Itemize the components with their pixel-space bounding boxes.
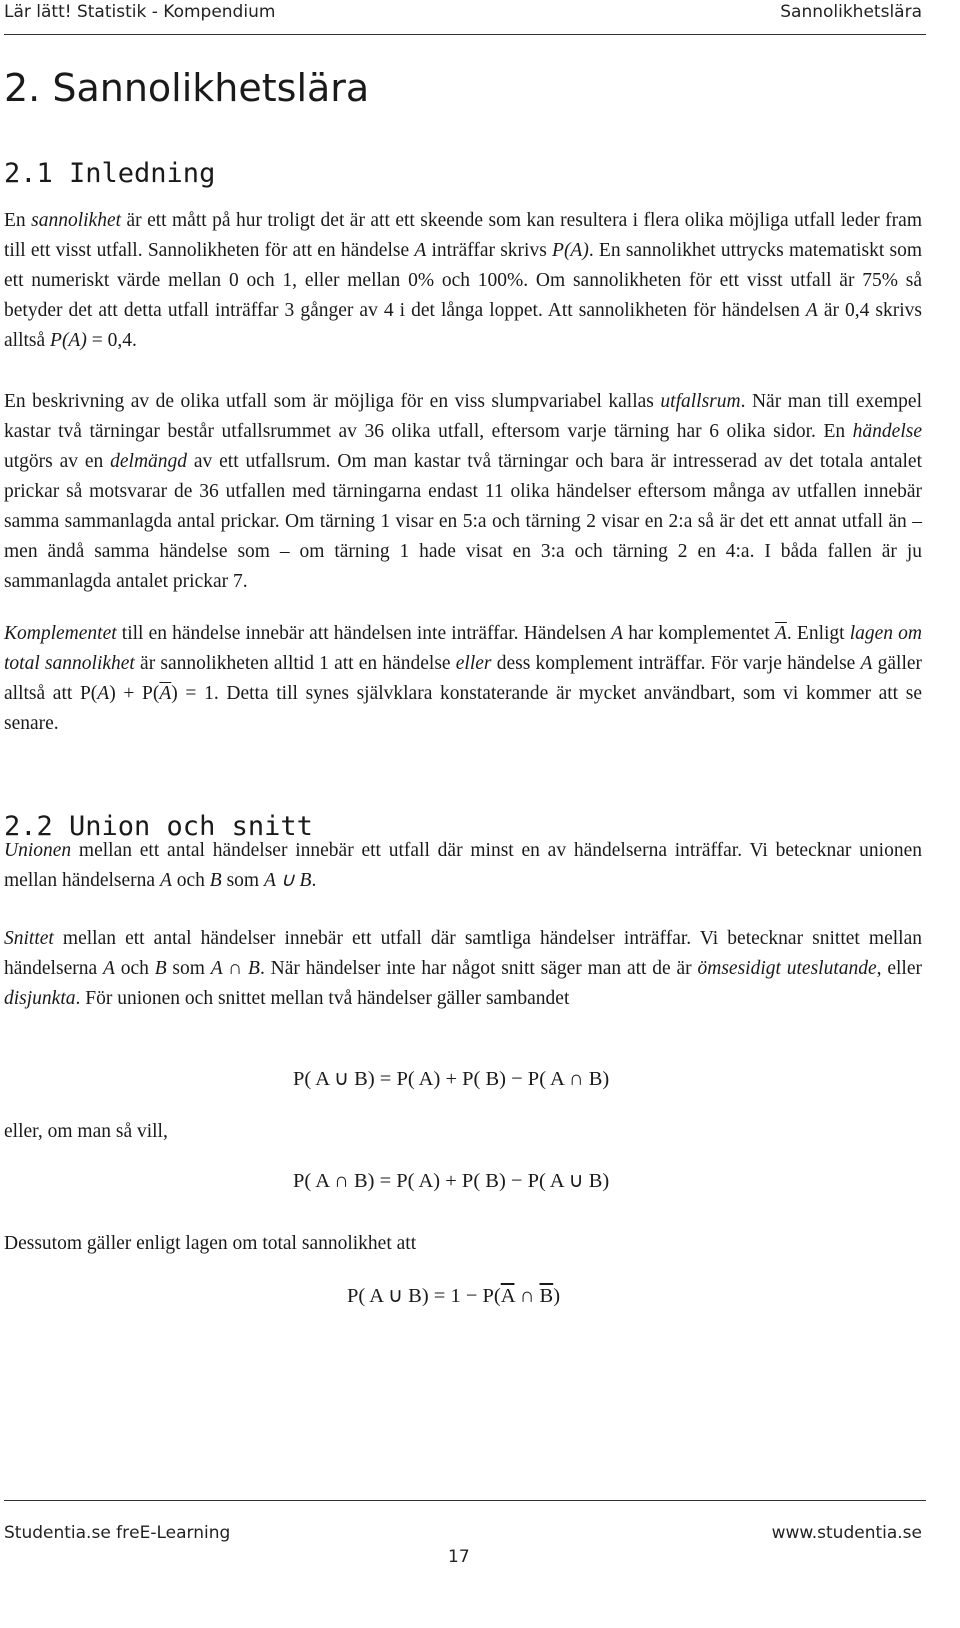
formula-union-rule: P( A ∪ B) = P( A) + P( B) − P( A ∩ B) [293, 1068, 610, 1090]
inline-formula-intersection: A ∩ B [210, 958, 260, 979]
paragraph-eller: eller, om man så vill, [4, 1121, 168, 1142]
header-divider [4, 34, 926, 35]
section-title-inledning: 2.1 Inledning [4, 158, 216, 189]
header-chapter-name: Sannolikhetslära [780, 2, 922, 22]
running-header [4, 2, 922, 28]
page-number: 17 [448, 1547, 470, 1567]
paragraph-sannolikhet: En sannolikhet är ett mått på hur troligt det är att ett skeende som kan resultera i flera olika möjliga utfall leder fram till ett visst utfall. Sannolikheten för att en händelse A inträffar skrivs P(A). En sannolikhet uttrycks matematiskt som ett numeriskt värde mellan 0 och 1, eller mellan 0% och 100%. Om sannolikheten för ett visst utfall är 75% så betyder det att detta utfall inträffar 3 gånger av 4 i det långa loppet. Att sannolikheten för händelsen A är 0,4 skrivs alltså P(A) = 0,4. [4, 210, 923, 351]
paragraph-dessutom: Dessutom gäller enligt lagen om total sannolikhet att [4, 1233, 417, 1254]
chapter-title: 2. Sannolikhetslära [4, 66, 370, 110]
formula-complement-rule: P( A ∪ $B) = 1 - P(\overline{A}$ ∩ $\overline{B}$) [347, 1285, 561, 1307]
paragraph-snittet: Snittet mellan ett antal händelser innebär ett utfall där samtliga händelser inträffar. Vi betecknar snittet mellan händelserna A och B som A ∩ B. När händelser inte har något snitt säger man att de är ömsesidigt uteslutande, eller disjunkta. För unionen och snittet mellan två händelser gäller sambandet [4, 928, 922, 1009]
footer [4, 1523, 922, 1549]
formula-intersection-rule: P( A ∩ B) = P( A) + P( B) − P( A ∪ B) [293, 1170, 610, 1192]
section-title-union-och-snitt: 2.2 Union och snitt [4, 811, 313, 842]
paragraph-komplement: Komplementet till en händelse innebär att händelsen inte inträffar. Händelsen A har komplementet $\overline{A}$. Enligt lagen om total sannolikhet är sannolikheten alltid 1 att en händelse eller dess komplement inträffar. För varje händelse A gäller alltså att $P(A) + P(\overline{A}) = 1$. Detta till synes självklara konstaterande är mycket användbart, som vi kommer att se senare. [4, 623, 923, 734]
header-book-title: Lär lätt! Statistik - Kompendium [4, 2, 276, 22]
paragraph-utfallsrum: En beskrivning av de olika utfall som är möjliga för en viss slumpvariabel kallas utfallsrum. När man till exempel kastar två tärningar består utfallsrummet av 36 olika utfall, eftersom varje tärning har 6 olika sidor. En händelse utgörs av en delmängd av ett utfallsrum. Om man kastar två tärningar och bara är intresserad av det totala antalet prickar så motsvarar de 36 utfallen med tärningarna endast 11 olika händelser eftersom många av utfallen innebär samma sammanlagda antal prickar. Om tärning 1 visar en 5:a och tärning 2 visar en 2:a så är det ett annat utfall än – men ändå samma händelse som – om tärning 1 hade visat en 3:a och tärning 2 en 4:a. I båda fallen är ju sammanlagda antalet prickar 7. [4, 391, 923, 592]
paragraph-unionen: Unionen mellan ett antal händelser innebär ett utfall där minst en av händelserna inträffar. Vi betecknar unionen mellan händelserna A och B som A ∪ B. [4, 840, 922, 891]
complement-symbol: $\overline{A}$ [774, 623, 787, 644]
footer-divider [4, 1500, 926, 1501]
inline-formula-union: A ∪ B [263, 870, 312, 891]
footer-publisher: Studentia.se frеE-Learning [4, 1523, 231, 1543]
inline-formula-total-probability: $P(A) + P(\overline{A}) = 1$ [79, 683, 214, 704]
footer-website-link[interactable]: www.studentia.se [771, 1523, 922, 1543]
